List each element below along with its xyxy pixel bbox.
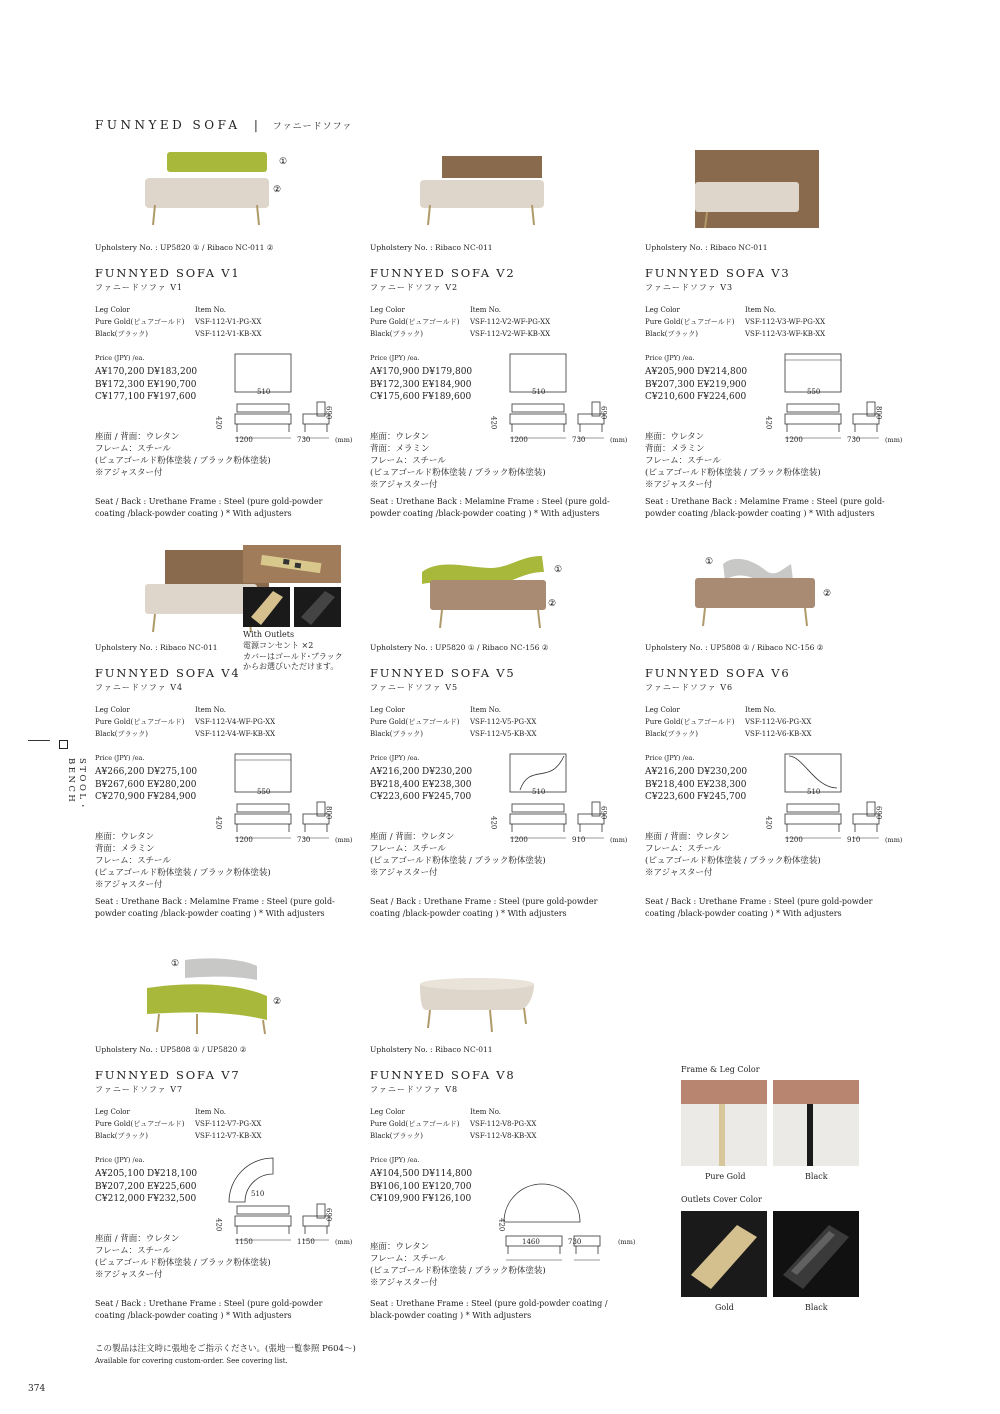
material-jp-line: 座面：ウレタン xyxy=(370,1242,430,1252)
materials-en xyxy=(370,896,620,920)
price-header: Price (JPY) /ea. xyxy=(370,754,420,762)
dim-back: 510 xyxy=(251,1190,265,1198)
price-header: Price (JPY) /ea. xyxy=(645,754,695,762)
materials-jp xyxy=(645,832,821,880)
black-leg-label: Black(ブラック) xyxy=(95,1131,149,1140)
black-cover-label: Black xyxy=(805,1303,828,1312)
product-name: FUNNYED SOFA V8 xyxy=(370,1068,516,1082)
materials-jp xyxy=(370,832,546,880)
price-table xyxy=(95,366,197,404)
price-a: A¥205,100 xyxy=(95,1169,145,1179)
price-c: C¥223,600 xyxy=(645,792,695,803)
material-en-line: Seat / Back : Urethane Frame : Steel (pure gold-powder xyxy=(645,897,873,906)
material-jp-line: フレーム：スチール xyxy=(645,843,721,854)
dim-width: 1200 xyxy=(510,436,528,444)
material-jp-line: (ピュアゴールド粉体塗装 / ブラック粉体塗装) xyxy=(95,455,271,466)
price-header: Price (JPY) /ea. xyxy=(645,354,695,362)
price-f: F¥245,700 xyxy=(422,792,472,803)
dim-seat-height: 420 xyxy=(764,816,773,830)
price-c: C¥223,600 xyxy=(370,792,420,803)
product-name-jp: ファニードソファ V2 xyxy=(370,283,459,292)
price-e: E¥184,900 xyxy=(422,379,472,390)
material-en-line: coating /black-powder coating ) * With adjusters xyxy=(370,909,567,918)
material-jp-line: 座面 / 背面：ウレタン xyxy=(645,832,730,842)
material-en-line: Seat / Back : Urethane Frame : Steel (pure gold-powder xyxy=(95,497,323,506)
material-jp-line: (ピュアゴールド粉体塗装 / ブラック粉体塗装) xyxy=(95,867,271,878)
dim-unit: (mm) xyxy=(610,436,628,444)
materials-jp xyxy=(370,1242,546,1290)
item-no-header: Item No. xyxy=(745,706,777,714)
price-c: C¥212,000 xyxy=(95,1194,145,1205)
materials-jp xyxy=(95,832,271,891)
price-a: A¥266,200 xyxy=(95,767,145,777)
header-title: FUNNYED SOFA xyxy=(95,118,241,132)
dim-depth: 1150 xyxy=(297,1238,315,1246)
gold-leg-label: Pure Gold(ピュアゴールド) xyxy=(370,718,460,727)
leg-color-header: Leg Color xyxy=(645,306,680,314)
black-item-no: VSF-112-V6-KB-XX xyxy=(745,729,812,738)
item-no-header: Item No. xyxy=(470,306,502,314)
black-leg-label: Black(ブラック) xyxy=(95,729,149,738)
gold-leg-label: Pure Gold(ピュアゴールド) xyxy=(95,1120,185,1129)
gold-item-no: VSF-112-V2-WF-PG-XX xyxy=(470,318,551,327)
material-jp-line: 背面：メラミン xyxy=(645,443,705,454)
price-header: Price (JPY) /ea. xyxy=(95,754,145,762)
spec-table xyxy=(645,706,811,739)
black-item-no: VSF-112-V5-KB-XX xyxy=(470,729,537,738)
upholstery-number: Upholstery No. : UP5808 ① / UP5820 ② xyxy=(95,1045,247,1054)
price-e: E¥280,200 xyxy=(147,779,197,790)
dim-depth: 730 xyxy=(572,436,586,444)
dim-unit: (mm) xyxy=(610,836,628,844)
price-c: C¥270,900 xyxy=(95,792,145,803)
material-en-line: Seat : Urethane Back : Melamine Frame : Steel (pure gold- xyxy=(645,497,885,506)
material-jp-line: (ピュアゴールド粉体塗装 / ブラック粉体塗装) xyxy=(370,467,546,478)
price-f: F¥126,100 xyxy=(422,1194,472,1205)
upholstery-number: Upholstery No. : UP5820 ① / Ribaco NC-156 ② xyxy=(370,643,549,652)
material-en-line: black-powder coating ) * With adjusters xyxy=(370,1311,532,1320)
black-item-no: VSF-112-V7-KB-XX xyxy=(195,1131,262,1140)
price-c: C¥210,600 xyxy=(645,392,695,403)
upholstery-number: Upholstery No. : Ribaco NC-011 xyxy=(370,243,493,252)
material-jp-line: (ピュアゴールド粉体塗装 / ブラック粉体塗装) xyxy=(370,1265,546,1276)
gold-cover-label: Gold xyxy=(715,1303,734,1312)
product-name: FUNNYED SOFA V6 xyxy=(645,666,791,680)
product-photo xyxy=(370,550,620,645)
outlets-note-line: カバーはゴールド･ブラック xyxy=(243,651,343,661)
gold-leg-label: Pure Gold(ピュアゴールド) xyxy=(645,318,735,327)
dim-height: 690 xyxy=(324,406,333,420)
gold-item-no: VSF-112-V6-PG-XX xyxy=(745,718,812,727)
material-en-line: coating /black-powder coating ) * With adjusters xyxy=(645,909,842,918)
price-a: A¥104,500 xyxy=(370,1169,420,1179)
spec-table xyxy=(95,306,261,339)
dim-depth: 730 xyxy=(297,436,311,444)
product-photo xyxy=(370,150,620,245)
black-leg-label: Black(ブラック) xyxy=(370,729,424,738)
dim-unit: (mm) xyxy=(885,436,903,444)
product-name: FUNNYED SOFA V7 xyxy=(95,1068,241,1082)
product-name-jp: ファニードソファ V6 xyxy=(645,683,734,692)
side-tab-label: STOOL・BENCH xyxy=(66,758,87,813)
material-jp-line: フレーム：スチール xyxy=(95,1245,171,1256)
dim-depth: 730 xyxy=(568,1238,582,1246)
material-jp-line: 座面：ウレタン xyxy=(645,432,705,442)
gold-item-no: VSF-112-V1-PG-XX xyxy=(195,318,262,327)
price-a: A¥170,200 xyxy=(95,367,145,377)
material-jp-line: (ピュアゴールド粉体塗装 / ブラック粉体塗装) xyxy=(370,855,546,866)
page-number: 374 xyxy=(28,1384,46,1394)
dim-width: 1200 xyxy=(510,836,528,844)
spec-table xyxy=(370,306,550,339)
spec-table xyxy=(645,306,825,339)
product-photo xyxy=(370,952,620,1047)
material-jp-line: (ピュアゴールド粉体塗装 / ブラック粉体塗装) xyxy=(645,855,821,866)
black-item-no: VSF-112-V4-WF-KB-XX xyxy=(195,729,276,738)
dim-width: 1200 xyxy=(785,836,803,844)
gold-leg-label: Pure Gold(ピュアゴールド) xyxy=(645,718,735,727)
material-en-line: Seat : Urethane Back : Melamine Frame : Steel (pure gold- xyxy=(95,897,335,906)
price-f: F¥189,600 xyxy=(422,392,472,403)
footer-note-jp: この製品は注文時に張地をご指示ください。(張地一覧参照 P604〜) xyxy=(95,1344,356,1354)
page-header xyxy=(95,118,352,132)
dim-height: 800 xyxy=(874,406,883,420)
leg-color-header: Leg Color xyxy=(95,1108,130,1116)
price-e: E¥219,900 xyxy=(697,379,747,390)
material-jp-line: (ピュアゴールド粉体塗装 / ブラック粉体塗装) xyxy=(645,467,821,478)
material-en-line: Seat / Back : Urethane Frame : Steel (pure gold-powder xyxy=(370,897,598,906)
stool-icon xyxy=(59,740,68,749)
dim-seat-height: 420 xyxy=(214,416,223,430)
dim-seat-height: 420 xyxy=(489,416,498,430)
outlets-photos xyxy=(243,545,341,627)
outlets-note xyxy=(243,630,343,673)
materials-en xyxy=(95,896,345,920)
leg-color-header: Leg Color xyxy=(645,706,680,714)
price-table xyxy=(370,766,472,804)
gold-leg-label: Pure Gold(ピュアゴールド) xyxy=(370,318,460,327)
materials-en xyxy=(645,496,895,520)
gold-leg-label: Pure Gold(ピュアゴールド) xyxy=(95,718,185,727)
svg-text:②: ② xyxy=(823,589,832,599)
price-header: Price (JPY) /ea. xyxy=(370,1156,420,1164)
upholstery-number: Upholstery No. : Ribaco NC-011 xyxy=(370,1045,493,1054)
black-label: Black xyxy=(805,1172,828,1181)
product-name-jp: ファニードソファ V8 xyxy=(370,1085,459,1094)
gold-leg-label: Pure Gold(ピュアゴールド) xyxy=(370,1120,460,1129)
cover-color-swatches xyxy=(681,1211,859,1299)
product-photo xyxy=(645,150,895,245)
price-b: B¥172,300 xyxy=(370,379,420,390)
materials-en xyxy=(645,896,895,920)
footer-note-en: Available for covering custom-order. See covering list. xyxy=(95,1357,288,1365)
price-header: Price (JPY) /ea. xyxy=(95,1156,145,1164)
dim-back: 510 xyxy=(532,388,546,396)
materials-en xyxy=(95,1298,345,1322)
header-separator: | xyxy=(253,118,262,132)
materials-en xyxy=(370,496,620,520)
material-jp-line: ※アジャスター付 xyxy=(645,479,713,490)
dim-width: 1200 xyxy=(785,436,803,444)
product-name: FUNNYED SOFA V1 xyxy=(95,266,241,280)
dim-seat-height: 420 xyxy=(489,816,498,830)
material-en-line: powder coating /black-powder coating ) * With adjusters xyxy=(95,909,325,918)
dim-seat-height: 420 xyxy=(497,1218,506,1232)
price-b: B¥207,200 xyxy=(95,1181,145,1192)
dim-depth: 910 xyxy=(847,836,861,844)
black-leg-label: Black(ブラック) xyxy=(370,1131,424,1140)
price-f: F¥197,600 xyxy=(147,392,197,403)
dim-depth: 910 xyxy=(572,836,586,844)
materials-jp xyxy=(95,432,271,480)
material-jp-line: (ピュアゴールド粉体塗装 / ブラック粉体塗装) xyxy=(95,1257,271,1268)
outlets-note-line: 電源コンセント ×2 xyxy=(243,640,314,650)
product-name-jp: ファニードソファ V4 xyxy=(95,683,184,692)
black-item-no: VSF-112-V8-KB-XX xyxy=(470,1131,537,1140)
material-en-line: Seat : Urethane Frame : Steel (pure gold-powder coating / xyxy=(370,1299,608,1308)
price-b: B¥218,400 xyxy=(645,779,695,790)
price-b: B¥218,400 xyxy=(370,779,420,790)
material-jp-line: 座面 / 背面：ウレタン xyxy=(95,432,180,442)
materials-en xyxy=(95,496,345,520)
material-en-line: coating /black-powder coating ) * With adjusters xyxy=(95,1311,292,1320)
svg-text:①: ① xyxy=(279,157,288,167)
leg-color-header: Leg Color xyxy=(370,1108,405,1116)
price-d: D¥179,800 xyxy=(422,367,473,377)
material-en-line: powder coating /black-powder coating ) * With adjusters xyxy=(645,509,875,518)
price-a: A¥205,900 xyxy=(645,367,695,377)
svg-text:①: ① xyxy=(554,565,563,575)
material-jp-line: 背面：メラミン xyxy=(370,443,430,454)
price-d: D¥230,200 xyxy=(422,767,473,777)
spec-table xyxy=(95,1108,261,1141)
black-item-no: VSF-112-V2-WF-KB-XX xyxy=(470,329,551,338)
price-c: C¥177,100 xyxy=(95,392,145,403)
svg-text:①: ① xyxy=(705,557,714,567)
svg-text:②: ② xyxy=(273,997,282,1007)
price-a: A¥216,200 xyxy=(645,767,695,777)
product-photo xyxy=(95,150,345,245)
dim-back: 510 xyxy=(257,388,271,396)
dim-seat-height: 420 xyxy=(764,416,773,430)
material-jp-line: 背面：メラミン xyxy=(95,843,155,854)
item-no-header: Item No. xyxy=(745,306,777,314)
price-e: E¥190,700 xyxy=(147,379,197,390)
dim-unit: (mm) xyxy=(335,836,353,844)
dim-unit: (mm) xyxy=(618,1238,636,1246)
materials-jp xyxy=(370,432,546,491)
dim-width: 1460 xyxy=(522,1238,540,1246)
price-f: F¥232,500 xyxy=(147,1194,197,1205)
dim-height: 800 xyxy=(324,806,333,820)
price-table xyxy=(95,766,197,804)
material-jp-line: ※アジャスター付 xyxy=(95,467,163,478)
black-leg-label: Black(ブラック) xyxy=(370,329,424,338)
price-c: C¥109,900 xyxy=(370,1194,420,1205)
price-header: Price (JPY) /ea. xyxy=(370,354,420,362)
outlets-note-line: からお選びいただけます。 xyxy=(243,662,339,672)
leg-color-header: Leg Color xyxy=(370,706,405,714)
price-d: D¥218,100 xyxy=(147,1169,198,1179)
material-jp-line: 座面 / 背面：ウレタン xyxy=(95,1234,180,1244)
price-f: F¥284,900 xyxy=(147,792,197,803)
materials-jp xyxy=(95,1234,271,1282)
product-name: FUNNYED SOFA V5 xyxy=(370,666,516,680)
frame-leg-color-title: Frame & Leg Color xyxy=(681,1065,760,1074)
dim-height: 690 xyxy=(874,806,883,820)
black-leg-label: Black(ブラック) xyxy=(645,329,699,338)
pure-gold-label: Pure Gold xyxy=(705,1172,746,1181)
price-c: C¥175,600 xyxy=(370,392,420,403)
dim-width: 1200 xyxy=(235,836,253,844)
leg-color-header: Leg Color xyxy=(370,306,405,314)
dim-back: 550 xyxy=(807,388,821,396)
svg-text:②: ② xyxy=(548,599,557,609)
price-e: E¥120,700 xyxy=(422,1181,472,1192)
material-jp-line: フレーム：スチール xyxy=(95,443,171,454)
gold-item-no: VSF-112-V7-PG-XX xyxy=(195,1120,262,1129)
dim-seat-height: 420 xyxy=(214,1218,223,1232)
dim-height: 690 xyxy=(324,1208,333,1222)
price-d: D¥230,200 xyxy=(697,767,748,777)
material-jp-line: フレーム：スチール xyxy=(95,855,171,866)
price-e: E¥238,300 xyxy=(697,779,747,790)
price-b: B¥172,300 xyxy=(95,379,145,390)
product-name: FUNNYED SOFA V2 xyxy=(370,266,516,280)
item-no-header: Item No. xyxy=(195,1108,227,1116)
material-jp-line: ※アジャスター付 xyxy=(645,867,713,878)
black-item-no: VSF-112-V1-KB-XX xyxy=(195,329,262,338)
dim-back: 550 xyxy=(257,788,271,796)
material-jp-line: ※アジャスター付 xyxy=(370,867,438,878)
dim-width: 1200 xyxy=(235,436,253,444)
material-en-line: Seat : Urethane Back : Melamine Frame : Steel (pure gold- xyxy=(370,497,610,506)
gold-item-no: VSF-112-V4-WF-PG-XX xyxy=(195,718,276,727)
gold-item-no: VSF-112-V3-WF-PG-XX xyxy=(745,318,826,327)
black-item-no: VSF-112-V3-WF-KB-XX xyxy=(745,329,826,338)
price-table xyxy=(95,1168,197,1206)
price-f: F¥224,600 xyxy=(697,392,747,403)
gold-item-no: VSF-112-V8-PG-XX xyxy=(470,1120,537,1129)
price-e: E¥225,600 xyxy=(147,1181,197,1192)
material-jp-line: ※アジャスター付 xyxy=(95,879,163,890)
material-en-line: powder coating /black-powder coating ) * With adjusters xyxy=(370,509,600,518)
price-table xyxy=(370,366,472,404)
dim-unit: (mm) xyxy=(885,836,903,844)
material-jp-line: フレーム：スチール xyxy=(370,1253,446,1264)
item-no-header: Item No. xyxy=(470,706,502,714)
material-en-line: Seat / Back : Urethane Frame : Steel (pure gold-powder xyxy=(95,1299,323,1308)
upholstery-number: Upholstery No. : Ribaco NC-011 xyxy=(645,243,768,252)
dim-unit: (mm) xyxy=(335,436,353,444)
product-name-jp: ファニードソファ V5 xyxy=(370,683,459,692)
price-d: D¥183,200 xyxy=(147,367,198,377)
header-title-jp: ファニードソファ xyxy=(272,122,353,132)
material-en-line: coating /black-powder coating ) * With adjusters xyxy=(95,509,292,518)
price-b: B¥207,300 xyxy=(645,379,695,390)
leg-color-header: Leg Color xyxy=(95,706,130,714)
price-e: E¥238,300 xyxy=(422,779,472,790)
material-jp-line: フレーム：スチール xyxy=(370,843,446,854)
product-photo xyxy=(95,952,345,1047)
price-f: F¥245,700 xyxy=(697,792,747,803)
frame-color-swatches xyxy=(681,1080,859,1168)
dim-seat-height: 420 xyxy=(214,816,223,830)
upholstery-number: Upholstery No. : UP5820 ① / Ribaco NC-011 ② xyxy=(95,243,274,252)
black-leg-label: Black(ブラック) xyxy=(645,729,699,738)
outlets-cover-color-title: Outlets Cover Color xyxy=(681,1195,762,1204)
price-b: B¥106,100 xyxy=(370,1181,420,1192)
dim-back: 510 xyxy=(807,788,821,796)
materials-en xyxy=(370,1298,620,1322)
svg-text:①: ① xyxy=(171,959,180,969)
spec-table xyxy=(95,706,275,739)
dim-depth: 730 xyxy=(297,836,311,844)
materials-jp xyxy=(645,432,821,491)
material-jp-line: ※アジャスター付 xyxy=(95,1269,163,1280)
dim-height: 690 xyxy=(599,406,608,420)
product-name: FUNNYED SOFA V3 xyxy=(645,266,791,280)
material-jp-line: 座面：ウレタン xyxy=(95,832,155,842)
price-header: Price (JPY) /ea. xyxy=(95,354,145,362)
material-jp-line: フレーム：スチール xyxy=(645,455,721,466)
price-table xyxy=(645,366,747,404)
item-no-header: Item No. xyxy=(195,706,227,714)
dim-width: 1150 xyxy=(235,1238,253,1246)
outlets-note-line: With Outlets xyxy=(243,630,295,639)
dim-depth: 730 xyxy=(847,436,861,444)
price-table xyxy=(645,766,747,804)
svg-text:②: ② xyxy=(273,185,282,195)
price-table xyxy=(370,1168,472,1206)
price-b: B¥267,600 xyxy=(95,779,145,790)
product-name: FUNNYED SOFA V4 xyxy=(95,666,241,680)
material-jp-line: ※アジャスター付 xyxy=(370,1277,438,1288)
price-a: A¥216,200 xyxy=(370,767,420,777)
price-d: D¥275,100 xyxy=(147,767,198,777)
spec-table xyxy=(370,706,536,739)
item-no-header: Item No. xyxy=(470,1108,502,1116)
upholstery-number: Upholstery No. : Ribaco NC-011 xyxy=(95,643,218,652)
leg-color-header: Leg Color xyxy=(95,306,130,314)
gold-leg-label: Pure Gold(ピュアゴールド) xyxy=(95,318,185,327)
price-d: D¥114,800 xyxy=(422,1169,473,1179)
item-no-header: Item No. xyxy=(195,306,227,314)
price-a: A¥170,900 xyxy=(370,367,420,377)
price-d: D¥214,800 xyxy=(697,367,748,377)
product-photo xyxy=(645,550,895,645)
material-jp-line: 座面：ウレタン xyxy=(370,432,430,442)
dim-unit: (mm) xyxy=(335,1238,353,1246)
product-name-jp: ファニードソファ V1 xyxy=(95,283,184,292)
side-tab-rule xyxy=(28,740,50,741)
spec-table xyxy=(370,1108,536,1141)
product-name-jp: ファニードソファ V7 xyxy=(95,1085,184,1094)
dim-back: 510 xyxy=(532,788,546,796)
upholstery-number: Upholstery No. : UP5808 ① / Ribaco NC-156 ② xyxy=(645,643,824,652)
gold-item-no: VSF-112-V5-PG-XX xyxy=(470,718,537,727)
product-name-jp: ファニードソファ V3 xyxy=(645,283,734,292)
black-leg-label: Black(ブラック) xyxy=(95,329,149,338)
material-jp-line: 座面 / 背面：ウレタン xyxy=(370,832,455,842)
material-jp-line: フレーム：スチール xyxy=(370,455,446,466)
dim-height: 690 xyxy=(599,806,608,820)
material-jp-line: ※アジャスター付 xyxy=(370,479,438,490)
